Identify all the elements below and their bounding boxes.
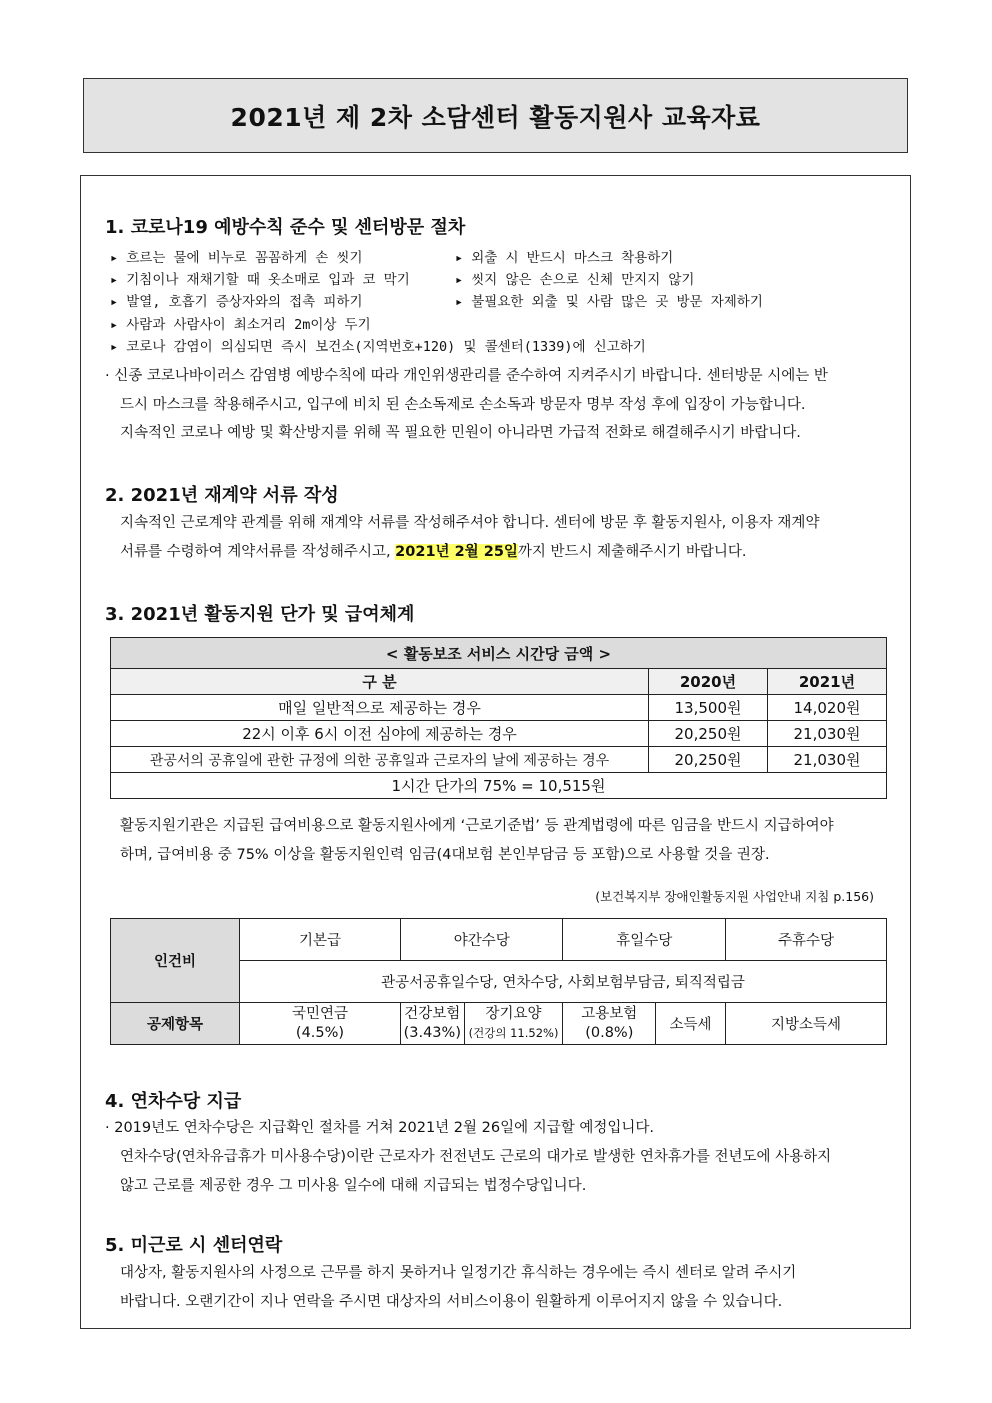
labor-item: 주휴수당 [726, 919, 887, 961]
bullet-item: ▸ 외출 시 반드시 마스크 착용하기 [455, 250, 674, 266]
bullet-item: ▸ 흐르는 물에 비누로 꼼꼼하게 손 씻기 [110, 250, 363, 266]
table-row [111, 747, 887, 773]
deadline-highlight: 2021년 2월 25일 [395, 543, 518, 560]
deduction-cell: 지방소득세 [726, 1003, 887, 1045]
deduction-name: 장기요양 [485, 1005, 542, 1022]
pay-structure-table [110, 918, 887, 1045]
bullet-item: ▸ 코로나 감염이 의심되면 즉시 보건소(지역번호+120) 및 콜센터(1339)에 신고하기 [110, 339, 646, 355]
rate-table-title: < 활동보조 서비스 시간당 금액 > [111, 638, 887, 669]
deduction-cell [240, 1003, 401, 1045]
row-2020: 20,250원 [649, 747, 768, 773]
para-line: 연차수당(연차유급휴가 미사용수당)이란 근로자가 전전년도 근로의 대가로 발생한 연차휴가를 전년도에 사용하지 [120, 1149, 832, 1165]
row-2020: 13,500원 [649, 695, 768, 721]
para-line: 대상자, 활동지원사의 사정으로 근무를 하지 못하거나 일정기간 휴식하는 경우에는 즉시 센터로 알려 주시기 [120, 1265, 797, 1281]
deduction-cell [563, 1003, 656, 1045]
row-category: 22시 이후 6시 이전 심야에 제공하는 경우 [111, 721, 649, 747]
para-line: 않고 근로를 제공한 경우 그 미사용 일수에 대해 지급되는 법정수당입니다. [120, 1178, 587, 1194]
deduction-name: 고용보험 [581, 1005, 638, 1022]
section-4-heading: 4. 연차수당 지급 [105, 1091, 242, 1112]
row-category: 매일 일반적으로 제공하는 경우 [111, 695, 649, 721]
para-line: 활동지원기관은 지급된 급여비용으로 활동지원사에게 ‘근로기준법’ 등 관계법령에 따른 임금을 반드시 지급하여야 [120, 818, 834, 834]
section-1-heading: 1. 코로나19 예방수칙 준수 및 센터방문 절차 [105, 217, 466, 238]
section-3-heading: 3. 2021년 활동지원 단가 및 급여체계 [105, 604, 415, 625]
para-text: 서류를 수령하여 계약서류를 작성해주시고, [120, 543, 396, 560]
section-1-paragraph [105, 362, 828, 448]
document-title: 2021년 제 2차 소담센터 활동지원사 교육자료 [83, 78, 908, 153]
col-header-2020: 2020년 [649, 669, 768, 695]
deduction-cell [464, 1003, 563, 1045]
para-line: 드시 마스크를 착용해주시고, 입구에 비치 된 손소독제로 손소독과 방문자 명부 작성 후에 입장이 가능합니다. [120, 396, 806, 413]
col-header-2021: 2021년 [768, 669, 887, 695]
section-4-paragraph [105, 1114, 831, 1201]
source-note: (보건복지부 장애인활동지원 사업안내 지침 p.156) [595, 889, 874, 904]
labor-extra: 관공서공휴일수당, 연차수당, 사회보험부담금, 퇴직적립금 [240, 961, 887, 1003]
row-2020: 20,250원 [649, 721, 768, 747]
labor-item: 야간수당 [401, 919, 563, 961]
para-text: 까지 반드시 제출해주시기 바랍니다. [517, 543, 747, 560]
table-row [111, 721, 887, 747]
row-2021: 21,030원 [768, 747, 887, 773]
rate-table [110, 637, 887, 799]
deduction-rate: (3.43%) [403, 1024, 461, 1041]
deduction-name: 국민연금 [291, 1005, 349, 1022]
deduction-rate: (0.8%) [585, 1024, 634, 1041]
para-line: · 신종 코로나바이러스 감염병 예방수칙에 따라 개인위생관리를 준수하여 지켜주시기 바랍니다. 센터방문 시에는 반 [105, 368, 828, 384]
section-2-heading: 2. 2021년 재계약 서류 작성 [105, 485, 339, 506]
section-3-paragraph [120, 812, 834, 870]
para-line: 바랍니다. 오랜기간이 지나 연락을 주시면 대상자의 서비스이용이 원활하게 이루어지지 않을 수 있습니다. [120, 1294, 783, 1310]
section-2-paragraph [120, 509, 819, 566]
deduction-cell [401, 1003, 465, 1045]
bullet-item: ▸ 불필요한 외출 및 사람 많은 곳 방문 자제하기 [455, 294, 763, 310]
deduction-rate: (건강의 11.52%) [468, 1025, 559, 1040]
deduction-cell: 소득세 [656, 1003, 726, 1045]
bullet-item: ▸ 기침이나 재채기할 때 옷소매로 입과 코 막기 [110, 272, 410, 288]
bullet-item: ▸ 사람과 사람사이 최소거리 2m이상 두기 [110, 317, 371, 333]
table-row [111, 695, 887, 721]
labor-item: 휴일수당 [563, 919, 726, 961]
para-line: 지속적인 근로계약 관계를 위해 재계약 서류를 작성해주셔야 합니다. 센터에 방문 후 활동지원사, 이용자 재계약 [120, 515, 820, 531]
bullet-item: ▸ 발열, 호흡기 증상자와의 접촉 피하기 [110, 294, 363, 310]
row-category: 관공서의 공휴일에 관한 규정에 의한 공휴일과 근로자의 날에 제공하는 경우 [111, 747, 649, 773]
para-line: 하며, 급여비용 중 75% 이상을 활동지원인력 임금(4대보험 본인부담금 등 포함)으로 사용할 것을 권장. [120, 847, 770, 863]
labor-item: 기본급 [240, 919, 401, 961]
row-2021: 14,020원 [768, 695, 887, 721]
deduction-rate: (4.5%) [295, 1024, 345, 1041]
para-line: 지속적인 코로나 예방 및 확산방지를 위해 꼭 필요한 민원이 아니라면 가급적 전화로 해결해주시기 바랍니다. [120, 425, 801, 441]
label-deductions: 공제항목 [111, 1003, 240, 1045]
label-labor-cost: 인건비 [111, 919, 240, 1003]
bullet-item: ▸ 씻지 않은 손으로 신체 만지지 않기 [455, 272, 695, 288]
row-2021: 21,030원 [768, 721, 887, 747]
section-5-paragraph [120, 1259, 796, 1317]
rate-table-footer: 1시간 단가의 75% = 10,515원 [111, 773, 887, 799]
para-line [120, 538, 819, 567]
para-line: · 2019년도 연차수당은 지급확인 절차를 거쳐 2021년 2월 26일에 지급할 예정입니다. [105, 1120, 654, 1136]
col-header-category: 구 분 [111, 669, 649, 695]
section-5-heading: 5. 미근로 시 센터연락 [105, 1235, 283, 1256]
deduction-name: 건강보험 [404, 1005, 461, 1022]
